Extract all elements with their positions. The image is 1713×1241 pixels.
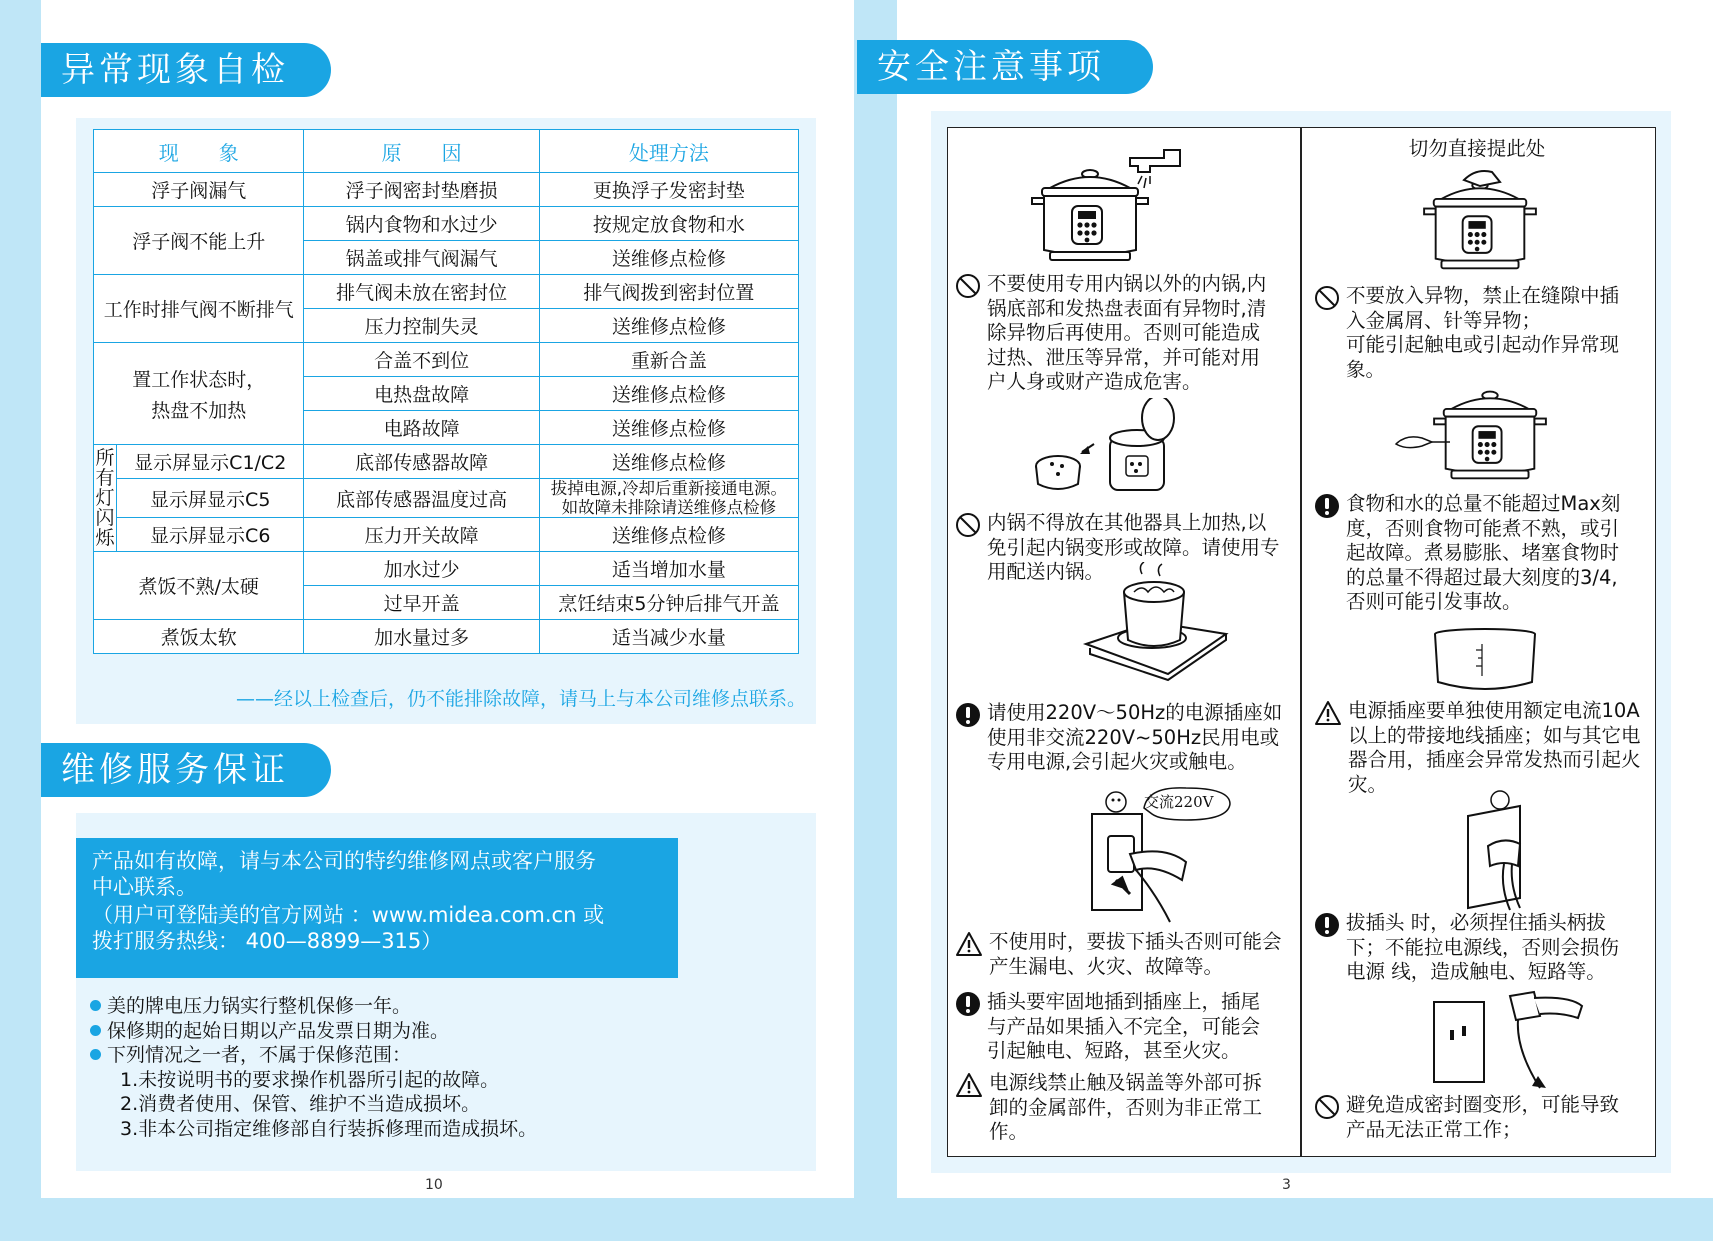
voltage-bubble-label: 交流220V bbox=[1144, 793, 1214, 811]
note-line: 除异物后再使用。否则可能造成 bbox=[987, 321, 1261, 344]
cell-cause: 浮子阀密封垫磨损 bbox=[304, 173, 539, 207]
warranty-list bbox=[90, 994, 790, 1141]
note-line: 的总量不得超过最大刻度的3/4, bbox=[1346, 565, 1618, 589]
header-cause: 原 因 bbox=[304, 130, 539, 173]
note-line: 不要放入异物，禁止在缝隙中插 bbox=[1346, 284, 1620, 307]
warning-icon bbox=[955, 1072, 983, 1098]
cell-cause: 锅盖或排气阀漏气 bbox=[304, 241, 539, 275]
cell-fix: 送维修点检修 bbox=[539, 411, 798, 445]
cell-fix: 适当增加水量 bbox=[539, 552, 798, 586]
cell-cause: 合盖不到位 bbox=[304, 343, 539, 377]
center-gutter bbox=[854, 0, 897, 1241]
cell-phenomenon: 煮饭不熟/太硬 bbox=[94, 552, 304, 620]
note-line: 起故障。煮易膨胀、堵塞食物时 bbox=[1346, 541, 1620, 564]
cell-cause: 排气阀未放在密封位 bbox=[304, 275, 539, 309]
fix-line: 如故障未排除请送维修点检修 bbox=[561, 498, 777, 517]
cell-fix bbox=[539, 479, 798, 518]
note-line: 户人身或财产造成危害。 bbox=[987, 370, 1202, 393]
cell-fix: 更换浮子发密封垫 bbox=[539, 173, 798, 207]
safety-note bbox=[1314, 1093, 1654, 1142]
note-line: 以上的带接地线插座；如与其它电 bbox=[1348, 723, 1641, 747]
cell-phenomenon: 浮子阀漏气 bbox=[94, 173, 304, 207]
prohibited-icon bbox=[1314, 285, 1340, 311]
note-line: 器合用，插座会异常发热而引起火 bbox=[1348, 748, 1641, 771]
warranty-text: 美的牌电压力锅实行整机保修一年。 bbox=[107, 995, 412, 1017]
cell-phenomenon: 浮子阀不能上升 bbox=[94, 207, 304, 275]
list-item bbox=[90, 1043, 790, 1068]
cell-fix: 按规定放食物和水 bbox=[539, 207, 798, 241]
cell-phenomenon: 工作时排气阀不断排气 bbox=[94, 275, 304, 343]
bottom-stripe bbox=[0, 1198, 1713, 1241]
service-line: （用户可登陆美的官方网站 ：www.midea.com.cn 或 bbox=[92, 903, 605, 927]
service-line: 产品如有故障，请与本公司的特约维修网点或客户服务 bbox=[92, 849, 596, 873]
cell-fix: 送维修点检修 bbox=[539, 377, 798, 411]
safety-note bbox=[1314, 492, 1654, 615]
safety-note bbox=[955, 1071, 1295, 1145]
troubleshooting-table bbox=[93, 129, 799, 654]
safety-note bbox=[955, 701, 1295, 775]
cell-cause: 加水过少 bbox=[304, 552, 539, 586]
cell-fix: 排气阀拨到密封位置 bbox=[539, 275, 798, 309]
note-line: 拔插头 时，必须捏住插头柄拔 bbox=[1346, 911, 1606, 934]
note-line: 电源 线，造成触电、短路等。 bbox=[1346, 960, 1606, 983]
note-line: 产品无法正常工作； bbox=[1346, 1117, 1522, 1141]
closing-note: ——经以上检查后，仍不能排除故障，请马上与本公司维修点联系。 bbox=[235, 688, 806, 710]
cell-cause: 底部传感器温度过高 bbox=[304, 479, 539, 518]
table-row bbox=[94, 479, 799, 518]
inner-pot-scale-illustration bbox=[1430, 626, 1540, 696]
service-line: 中心联系。 bbox=[92, 875, 197, 899]
safety-note bbox=[955, 272, 1295, 395]
note-line: 用配送内锅。 bbox=[987, 560, 1105, 583]
note-line: 电源线禁止触及锅盖等外部可拆 bbox=[989, 1071, 1263, 1094]
cell-fix: 送维修点检修 bbox=[539, 241, 798, 275]
cell-phenomenon: 显示屏显示C5 bbox=[116, 479, 304, 518]
left-edge-stripe bbox=[0, 0, 41, 1241]
safety-note bbox=[955, 930, 1300, 979]
note-line: 电源插座要单独使用额定电流10A bbox=[1348, 699, 1640, 722]
note-line: 下；不能拉电源线，否则会损伤 bbox=[1346, 935, 1620, 959]
list-item: 1.未按说明书的要求操作机器所引起的故障。 bbox=[120, 1068, 500, 1091]
cooker-needle-gap-illustration bbox=[1392, 380, 1552, 486]
note-line: 产生漏电、火灾、故障等。 bbox=[989, 954, 1224, 978]
header-phenomenon: 现 象 bbox=[94, 130, 304, 173]
cell-cause: 电路故障 bbox=[304, 411, 539, 445]
cell-phenomenon: 显示屏显示C6 bbox=[116, 518, 304, 552]
cell-phenomenon: 显示屏显示C1/C2 bbox=[116, 445, 304, 479]
note-line: 入金属屑、针等异物； bbox=[1346, 308, 1542, 332]
phenomenon-line: 热盘不加热 bbox=[151, 399, 247, 422]
cell-fix: 适当减少水量 bbox=[539, 620, 798, 654]
cell-cause: 电热盘故障 bbox=[304, 377, 539, 411]
warning-icon bbox=[1314, 700, 1342, 726]
table-row bbox=[94, 518, 799, 552]
prohibited-icon bbox=[1314, 1094, 1340, 1120]
cell-cause: 压力控制失灵 bbox=[304, 309, 539, 343]
section-title-troubleshooting: 异常现象自检 bbox=[41, 43, 331, 97]
list-item bbox=[90, 1019, 790, 1044]
group-label-all-lights-blink: 所有灯闪烁 bbox=[94, 445, 117, 552]
mandatory-icon bbox=[955, 991, 981, 1017]
prohibited-icon bbox=[955, 273, 981, 299]
cell-cause: 压力开关故障 bbox=[304, 518, 539, 552]
cell-cause: 过早开盖 bbox=[304, 586, 539, 620]
note-line: 不要使用专用内锅以外的内锅,内 bbox=[987, 272, 1267, 295]
fix-line: 拔掉电源,冷却后重新接通电源。 bbox=[550, 479, 788, 498]
bullet-icon bbox=[90, 1000, 101, 1011]
page-number-left: 10 bbox=[425, 1177, 443, 1193]
safety-note bbox=[1314, 699, 1659, 797]
handle-warning-label: 切勿直接提此处 bbox=[1408, 137, 1546, 160]
cell-fix: 送维修点检修 bbox=[539, 309, 798, 343]
note-line: 过热、泄压等异常，并可能对用 bbox=[987, 345, 1261, 369]
section-title-safety: 安全注意事项 bbox=[857, 40, 1153, 94]
note-line: 卸的金属部件，否则为非正常工 bbox=[989, 1095, 1263, 1119]
table-row bbox=[94, 207, 799, 241]
mandatory-icon bbox=[955, 702, 981, 728]
service-line: 拨打服务热线： 400—8899—315） bbox=[92, 929, 443, 953]
list-item: 3.非本公司指定维修部自行装拆修理而造成损坏。 bbox=[120, 1117, 538, 1140]
warranty-text: 保修期的起始日期以产品发票日期为准。 bbox=[107, 1019, 450, 1042]
note-line: 否则可能引发事故。 bbox=[1346, 590, 1522, 613]
mandatory-icon bbox=[1314, 493, 1340, 519]
cell-cause: 加水量过多 bbox=[304, 620, 539, 654]
cell-fix: 送维修点检修 bbox=[539, 518, 798, 552]
note-line: 象。 bbox=[1346, 357, 1386, 381]
header-fix: 处理方法 bbox=[539, 130, 798, 173]
note-line: 度，否则食物可能煮不熟，或引 bbox=[1346, 516, 1620, 540]
safety-note bbox=[1314, 911, 1654, 985]
bullet-icon bbox=[90, 1025, 101, 1036]
note-line: 内锅不得放在其他器具上加热,以 bbox=[987, 511, 1267, 534]
note-line: 作。 bbox=[989, 1120, 1029, 1143]
note-line: 使用非交流220V~50Hz民用电或 bbox=[987, 725, 1280, 749]
table-row bbox=[94, 445, 799, 479]
safety-note bbox=[1314, 284, 1654, 382]
note-line: 灾。 bbox=[1348, 772, 1388, 796]
cell-phenomenon bbox=[94, 343, 304, 445]
table-row bbox=[94, 275, 799, 309]
note-line: 不使用时，要拔下插头否则可能会 bbox=[989, 930, 1282, 953]
cell-phenomenon: 煮饭太软 bbox=[94, 620, 304, 654]
section-title-service: 维修服务保证 bbox=[41, 743, 331, 797]
bullet-icon bbox=[90, 1049, 101, 1060]
list-item: 2.消费者使用、保管、维护不当造成损坏。 bbox=[120, 1093, 481, 1115]
overloaded-outlet-illustration bbox=[1460, 786, 1570, 912]
table-row bbox=[94, 620, 799, 654]
list-item bbox=[90, 994, 790, 1019]
service-contact-box bbox=[76, 838, 678, 978]
cooker-under-faucet-illustration bbox=[1030, 140, 1200, 270]
warranty-text: 下列情况之一者，不属于保修范围： bbox=[107, 1044, 412, 1066]
phenomenon-line: 置工作状态时， bbox=[132, 368, 266, 391]
note-line: 请使用220V～50Hz的电源插座如 bbox=[987, 701, 1283, 724]
note-line: 与产品如果插入不完全，可能会 bbox=[987, 1014, 1261, 1038]
pull-plug-illustration bbox=[1430, 990, 1590, 1092]
safety-note bbox=[955, 990, 1295, 1064]
safety-frame-divider bbox=[1300, 127, 1302, 1157]
note-line: 可能引起触电或引起动作异常现 bbox=[1346, 333, 1620, 356]
table-header-row bbox=[94, 130, 799, 173]
mandatory-icon bbox=[1314, 912, 1340, 938]
note-line: 免引起内锅变形或故障。请使用专 bbox=[987, 535, 1280, 559]
prohibited-icon bbox=[955, 512, 981, 538]
table-row bbox=[94, 343, 799, 377]
inner-pot-lid-illustration bbox=[1030, 398, 1190, 508]
table-row bbox=[94, 173, 799, 207]
note-line: 避免造成密封圈变形，可能导致 bbox=[1346, 1093, 1620, 1116]
warning-icon bbox=[955, 931, 983, 957]
cooker-hand-on-lid-illustration bbox=[1420, 166, 1544, 276]
cell-fix: 烹饪结束5分钟后排气开盖 bbox=[539, 586, 798, 620]
note-line: 插头要牢固地插到插座上，插尾 bbox=[987, 990, 1261, 1013]
cell-cause: 锅内食物和水过少 bbox=[304, 207, 539, 241]
cell-cause: 底部传感器故障 bbox=[304, 445, 539, 479]
cell-fix: 送维修点检修 bbox=[539, 445, 798, 479]
table-row bbox=[94, 552, 799, 586]
note-line: 专用电源,会引起火灾或触电。 bbox=[987, 750, 1247, 773]
page-number-right: 3 bbox=[1282, 1177, 1291, 1193]
note-line: 引起触电、短路，甚至火灾。 bbox=[987, 1039, 1241, 1062]
safety-note bbox=[955, 511, 1295, 585]
cell-fix: 重新合盖 bbox=[539, 343, 798, 377]
note-line: 锅底部和发热盘表面有异物时,清 bbox=[987, 296, 1267, 320]
note-line: 食物和水的总量不能超过Max刻 bbox=[1346, 492, 1621, 515]
